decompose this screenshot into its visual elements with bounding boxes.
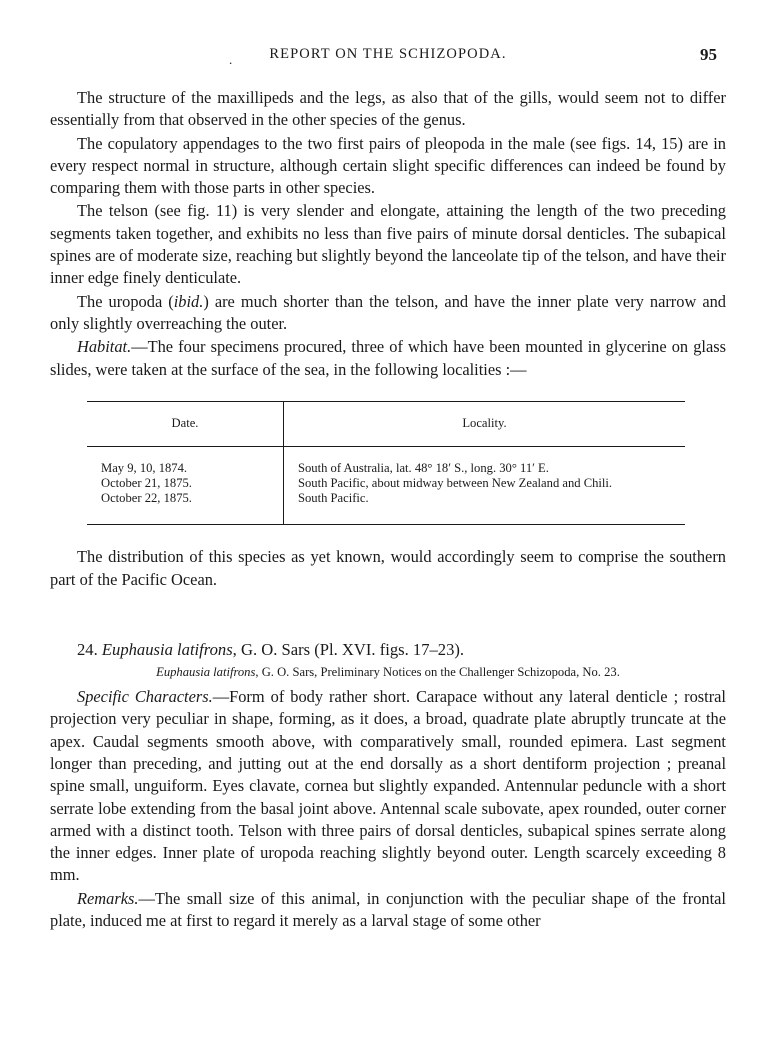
- paragraph-maxillipeds: The structure of the maxillipeds and the legs, as also that of the gills, would seem not to differ essentially from that observed in the other species of the genus.: [50, 88, 726, 130]
- header-mark: .: [229, 52, 233, 67]
- running-title: REPORT ON THE SCHIZOPODA.: [269, 46, 507, 62]
- locality-entry: South Pacific, about midway between New Zealand and Chili.: [298, 476, 613, 491]
- citation-name: Euphausia latifrons: [156, 665, 256, 680]
- uropoda-text-a: The uropoda (: [77, 291, 174, 311]
- paragraph-uropoda: [50, 291, 726, 336]
- ibid-reference: ibid.: [173, 291, 204, 311]
- date-cell: [87, 446, 284, 525]
- date-entry: October 22, 1875.: [101, 491, 192, 506]
- remarks-text: —The small size of this animal, in conjunction with the peculiar shape of the frontal plate, induced me at first to regard it merely as a larval stage of some other: [50, 888, 726, 931]
- localities-table: [87, 401, 685, 526]
- paragraph-specific-characters: [50, 686, 726, 887]
- species-citation: [50, 665, 726, 680]
- running-header: [0, 46, 776, 68]
- locality-entry: South Pacific.: [298, 491, 369, 506]
- paragraph-distribution: The distribution of this species as yet known, would accordingly seem to comprise the southern part of the Pacific Ocean.: [50, 547, 726, 589]
- species-author: , G. O. Sars (Pl. XVI. figs. 17–23).: [232, 640, 465, 660]
- characters-text: —Form of body rather short. Carapace without any lateral denticle ; rostral projection very peculiar in shape, forming, as it does, a broad, quadrate plate abruptly truncate at the apex. Caudal segments smooth above, with comparatively small, rounded epimera. Last segment longer than preceding, and jutting out at the end dorsally as a short dentiform projection ; preanal spine small, unguiform. Eyes clavate, cornea but slightly expanded. Antennular peduncle with a short serrate lobe extending from the basal joint above. Antennal scale subovate, apex rounded, outer corner armed with a distinct tooth. Telson with three pairs of dorsal denticles, subapical spines serrate along the inner edges. Inner plate of uropoda reaching slightly beyond outer. Length scarcely exceeding 8 mm.: [50, 687, 726, 885]
- locality-cell: [284, 446, 686, 525]
- species-heading: [77, 639, 726, 661]
- page-body: [50, 87, 726, 932]
- remarks-label: Remarks.: [77, 888, 139, 908]
- species-name: Euphausia latifrons: [101, 640, 233, 660]
- page-number: 95: [700, 45, 717, 64]
- paragraph-telson: The telson (see fig. 11) is very slender and elongate, attaining the length of the two preceding segments taken together, and exhibits no less than five pairs of minute dorsal denticles. The subapical spines are of moderate size, reaching but slightly beyond the lanceolate tip of the telson, and have their inner edge finely denticulate.: [50, 201, 726, 288]
- table-header-row: [87, 401, 685, 446]
- paragraph-habitat: [50, 336, 726, 381]
- date-column-header: Date.: [87, 401, 284, 446]
- species-number: 24.: [77, 640, 98, 660]
- characters-label: Specific Characters.: [77, 687, 213, 707]
- uropoda-text-b: ) are much shorter than the telson, and have the inner plate very narrow and only slightly overreaching the outer.: [50, 291, 726, 333]
- date-entry: May 9, 10, 1874.: [101, 460, 188, 475]
- habitat-text: —The four specimens procured, three of which have been mounted in glycerine on glass slides, were taken at the surface of the sea, in the following localities :—: [50, 337, 726, 379]
- habitat-label: Habitat.: [77, 337, 132, 357]
- date-entry: October 21, 1875.: [101, 476, 192, 491]
- paragraph-remarks: [50, 888, 726, 933]
- locality-column-header: Locality.: [284, 401, 686, 446]
- paragraph-copulatory: The copulatory appendages to the two first pairs of pleopoda in the male (see figs. 14, 15) are in every respect normal in structure, although certain slight specific differences can indeed be found by comparing them with those parts in other species.: [50, 133, 726, 198]
- citation-rest: , G. O. Sars, Preliminary Notices on the Challenger Schizopoda, No. 23.: [255, 665, 620, 680]
- locality-entry: South of Australia, lat. 48° 18′ S., long. 30° 11′ E.: [298, 460, 549, 475]
- table-row: [87, 446, 685, 525]
